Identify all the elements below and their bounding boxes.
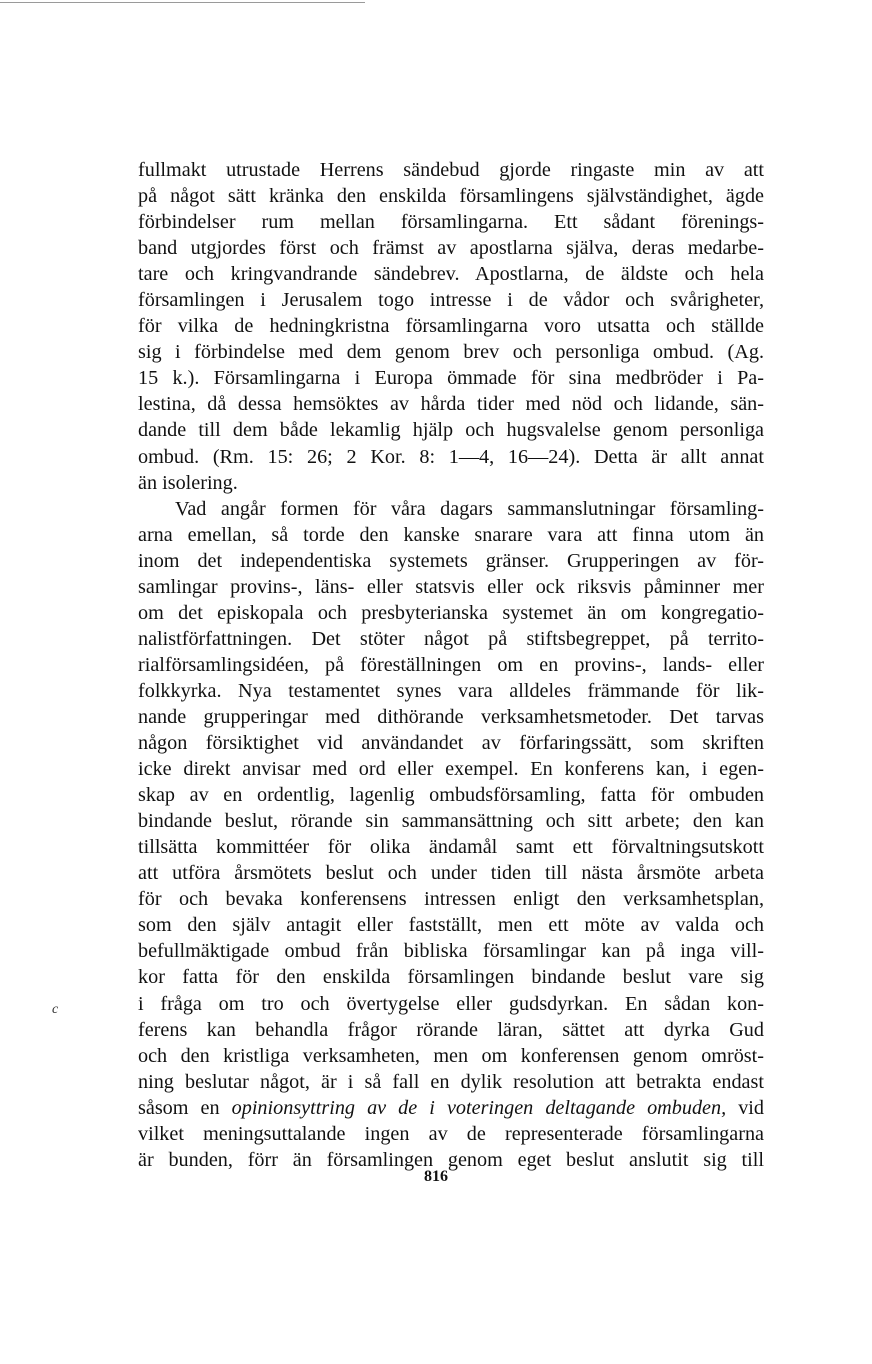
text-line: ombud. (Rm. 15: 26; 2 Kor. 8: 1—4, 16—24). Detta är allt annat [138, 445, 764, 468]
text-line: band utgjordes först och främst av apostlarna själva, deras medarbe- [138, 237, 764, 260]
text-line: för vilka de hedningkristna församlingarna voro utsatta och ställde [138, 315, 764, 338]
text-line: i fråga om tro och övertygelse eller gudsdyrkan. En sådan kon- [138, 992, 764, 1015]
page-number: 816 [424, 1168, 448, 1185]
text-line: är bunden, förr än församlingen genom eget beslut anslutit sig till [138, 1148, 764, 1171]
text-line: dande till dem både lekamlig hjälp och hugsvalelse genom personliga [138, 419, 764, 442]
text-line: någon försiktighet vid användandet av förfaringssätt, som skriften [138, 732, 764, 755]
text-line: nande grupperingar med dithörande verksamhetsmetoder. Det tarvas [138, 705, 764, 728]
text-line: sig i förbindelse med dem genom brev och personliga ombud. (Ag. [138, 341, 764, 364]
top-edge-rule [0, 2, 365, 3]
text-line: ning beslutar något, är i så fall en dylik resolution att betrakta endast [138, 1070, 764, 1093]
text-line: ferens kan behandla frågor rörande läran, sättet att dyrka Gud [138, 1018, 764, 1041]
text-line: folkkyrka. Nya testamentet synes vara alldeles främmande för lik- [138, 679, 764, 702]
text-line: och den kristliga verksamheten, men om konferensen genom omröst- [138, 1044, 764, 1067]
text-line: Vad angår formen för våra dagars sammanslutningar församling- [175, 497, 764, 520]
text-line-emphasis [138, 1095, 764, 1121]
text-line: arna emellan, så torde den kanske snarare vara att finna utom än [138, 523, 764, 546]
text-line: skap av en ordentlig, lagenlig ombudsförsamling, fatta för ombuden [138, 784, 764, 807]
text-line: tillsätta kommittéer för olika ändamål samt ett förvaltningsutskott [138, 836, 764, 859]
text-line: på något sätt kränka den enskilda församlingens självständighet, ägde [138, 185, 764, 208]
paragraph-2 [138, 496, 764, 1173]
text-line: än isolering. [138, 471, 238, 494]
emphasis-before: såsom en [138, 1096, 232, 1119]
text-line: 15 k.). Församlingarna i Europa ömmade för sina medbröder i Pa- [138, 367, 764, 390]
text-line: för och bevaka konferensens intressen enligt den verksamhetsplan, [138, 888, 764, 911]
text-line: som den själv antagit eller fastställt, men ett möte av valda och [138, 914, 764, 937]
text-line: rialförsamlingsidéen, på föreställningen om en provins-, lands- eller [138, 653, 764, 676]
text-line: inom det independentiska systemets gränser. Grupperingen av för- [138, 549, 764, 572]
emphasis-after: vid [726, 1096, 764, 1119]
text-line: vilket meningsuttalande ingen av de representerade församlingarna [138, 1122, 764, 1145]
text-line: befullmäktigade ombud från bibliska församlingar kan på inga vill- [138, 940, 764, 963]
page-body [138, 157, 764, 1173]
text-line: kor fatta för den enskilda församlingen bindande beslut vare sig [138, 966, 764, 989]
text-line: tare och kringvandrande sändebrev. Apostlarna, de äldste och hela [138, 263, 764, 286]
paragraph-1 [138, 157, 764, 496]
text-line: förbindelser rum mellan församlingarna. Ett sådant förenings- [138, 211, 764, 234]
text-line: fullmakt utrustade Herrens sändebud gjorde ringaste min av att [138, 159, 764, 181]
text-line: församlingen i Jerusalem togo intresse i de vådor och svårigheter, [138, 289, 764, 312]
text-line: icke direkt anvisar med ord eller exempel. En konferens kan, i egen- [138, 758, 764, 781]
text-line: samlingar provins-, läns- eller statsvis eller ock riksvis påminner mer [138, 575, 764, 598]
text-line: att utföra årsmötets beslut och under tiden till nästa årsmöte arbeta [138, 862, 764, 885]
text-line: nalistförfattningen. Det stöter något på stiftsbegreppet, på territo- [138, 627, 764, 650]
emphasis-italic: opinionsyttring av de i voteringen deltagande ombuden, [231, 1096, 727, 1119]
text-line: om det episkopala och presbyterianska systemet än om kongregatio- [138, 601, 764, 624]
margin-mark: c [52, 1002, 59, 1017]
text-line: lestina, då dessa hemsöktes av hårda tider med nöd och lidande, sän- [138, 393, 764, 416]
text-line: bindande beslut, rörande sin sammansättning och sitt arbete; den kan [138, 810, 764, 833]
